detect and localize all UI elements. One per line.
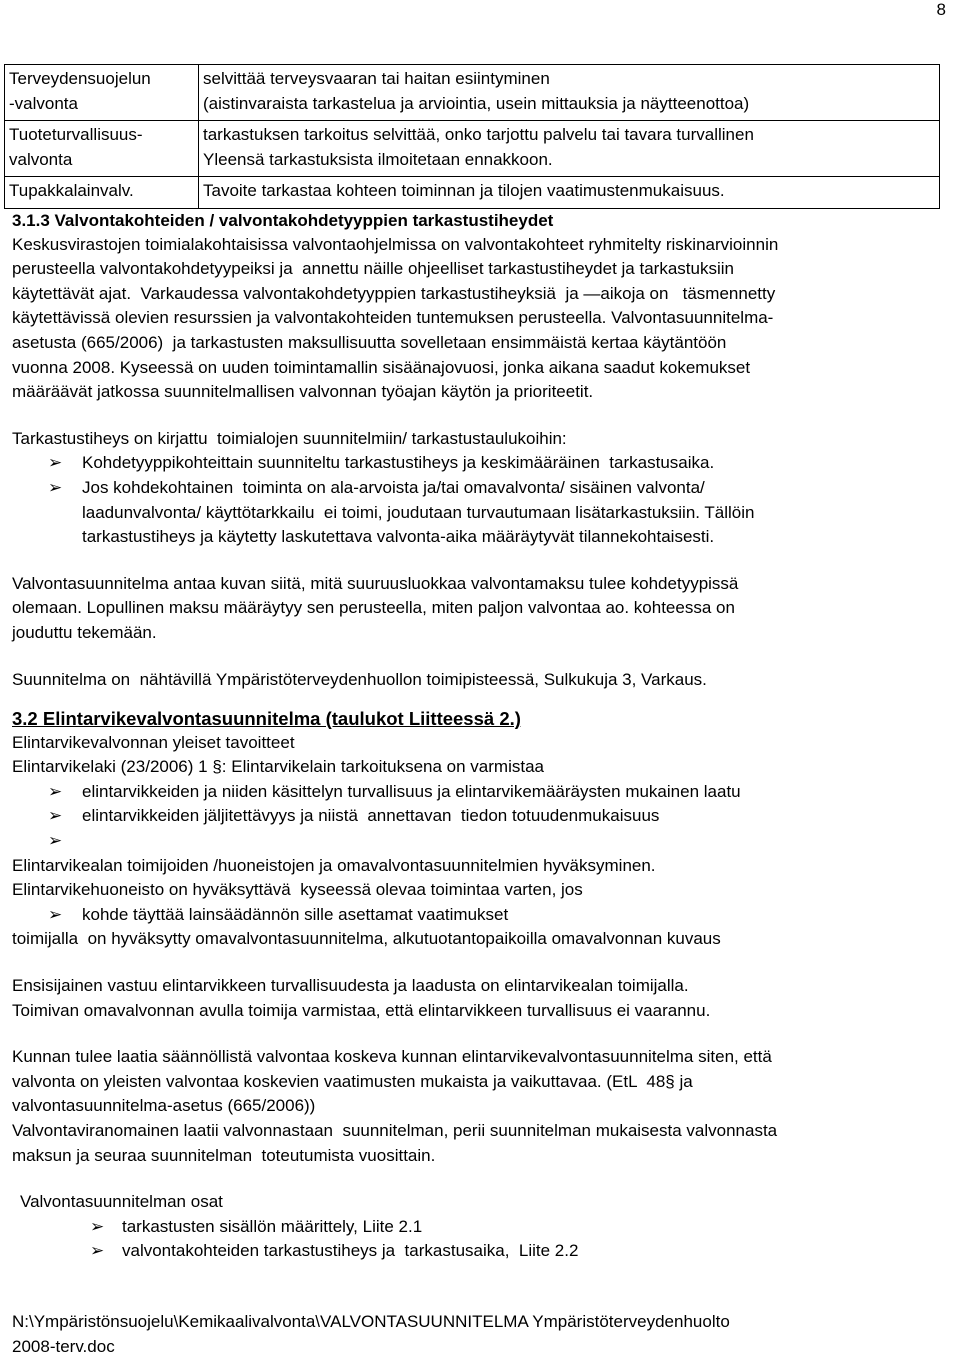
- list-item: ➢ kohde täyttää lainsäädännön sille asettamat vaatimukset: [12, 903, 954, 928]
- list-item: ➢ elintarvikkeiden ja niiden käsittelyn turvallisuus ja elintarvikemääräysten mukainen laatu: [12, 780, 954, 805]
- arrow-bullet-icon: ➢: [90, 1216, 105, 1236]
- table-row: [5, 177, 940, 209]
- arrow-bullet-icon: ➢: [90, 1241, 105, 1261]
- document-body: 3.1.3 Valvontakohteiden / valvontakohdetyyppien tarkastustiheydet Keskusvirastojen toimialakohtaisissa valvontaohjelmissa on valvontakohteet ryhmitelty riskinarvioinnin perusteella valvontakohdetyypeiksi ja annettu näille ohjeelliset tarkastustiheydet ja tarkastuksiin käytettävät ajat. Varkaudessa valvontakohdetyyppien tarkastustiheyksiä ja —aikoja on täsmennetty käytettävissä olevien resurssien ja valvontakohteiden tuntemuksen perusteella. Valvontasuunnitelma- asetusta (665/2006) ja tarkastusten maksullisuutta sovelletaan ensimmäistä kertaa käytäntöön vuonna 2008. Kyseessä on uuden toimintamallin sisäänajovuosi, jonka aikana saadut kokemukset määräävät jatkossa suunnitelmallisen valvonnan työajan käytön ja prioriteetit. Tarkastustiheys on kirjattu toimialojen suunnitelmiin/ tarkastustaulukoihin: ➢ Kohdetyyppikohteittain suunniteltu tarkastustiheys ja keskimääräinen tarkastusaika. ➢ Jos kohdekohtainen toiminta on ala-arvoista ja/tai omavalvonta/ sisäinen valvonta/ laadunvalvonta/ käyttötarkkailu ei toimi, joudutaan turvautumaan lisätarkastuksiin. Tällöin tarkastustiheys ja käytetty laskutettava valvonta-aika määräytyvät tilannekohtaisesti. Valvontasuunnitelma antaa kuvan siitä, mitä suuruusluokkaa valvontamaksu tulee kohdetyypissä olemaan. Lopullinen maksu määräytyy sen perusteella, miten paljon valvontaa ao. kohteessa on jouduttu tekemään. Suunnitelma on nähtävillä Ympäristöterveydenhuollon toimipisteessä, Sulkukuja 3, Varkaus. 3.2 Elintarvikevalvontasuunnitelma (taulukot Liitteessä 2.) Elintarvikevalvonnan yleiset tavoitteet Elintarvikelaki (23/2006) 1 §: Elintarvikelain tarkoituksena on varmistaa ➢ elintarvikkeiden ja niiden käsittelyn turvallisuus ja elintarvikemääräysten mukainen laatu ➢ elintarvikkeiden jäljitettävyys ja niistä annettavan tiedon totuudenmukaisuus ➢ Elintarvikealan toimijoiden /huoneistojen ja omavalvontasuunnitelmien hyväksyminen. Elintarvikehuoneisto on hyväksyttävä kyseessä olevaa toimintaa varten, jos ➢ kohde täyttää lainsäädännön sille asettamat vaatimukset toimijalla on hyväksytty omavalvontasuunnitelma, alkutuotantopaikoilla omavalvonnan kuvaus Ensisijainen vastuu elintarvikkeen turvallisuudesta ja laadusta on elintarvikealan toimijalla. Toimivan omavalvonnan avulla toimija varmistaa, että elintarvikkeen turvallisuus ei vaarannu. Kunnan tulee laatia säännöllistä valvontaa koskeva kunnan elintarvikevalvontasuunnitelma siten, että valvonta on yleisten valvontaa koskevien vaatimusten mukaista ja vaikuttavaa. (EtL 48§ ja valvontasuunnitelma-asetus (665/2006)) Valvontaviranomainen laatii valvonnastaan suunnitelman, perii suunnitelman mukaisesta valvonnasta maksun ja seuraa suunnitelman toteutumista vuosittain. Valvontasuunnitelman osat ➢ tarkastusten sisällön määrittely, Liite 2.1 ➢ valvontakohteiden tarkastustiheys ja tarkastusaika, Liite 2.2 N:\Ympäristönsuojelu\Kemikaalivalvonta\VALVONTASUUNNITELMA Ympäristöterveydenhuolto 2008-terv.doc: [12, 208, 954, 1359]
- list-item: [12, 829, 954, 854]
- supervision-types-table: [4, 64, 940, 209]
- list-item: ➢ valvontakohteiden tarkastustiheys ja tarkastusaika, Liite 2.2: [12, 1239, 954, 1264]
- table-cell-category: Terveydensuojelun -valvonta: [5, 65, 199, 121]
- arrow-bullet-icon: ➢: [48, 806, 63, 826]
- section-heading-3-1-3: 3.1.3 Valvontakohteiden / valvontakohdetyyppien tarkastustiheydet: [12, 211, 554, 230]
- list-item: ➢ Kohdetyyppikohteittain suunniteltu tarkastustiheys ja keskimääräinen tarkastusaika.: [12, 451, 954, 476]
- table-cell-category: Tupakkalainvalv.: [5, 177, 199, 209]
- table-row: [5, 121, 940, 177]
- section-heading-3-2: 3.2 Elintarvikevalvontasuunnitelma (taulukot Liitteessä 2.): [12, 708, 521, 730]
- list-item: ➢ tarkastusten sisällön määrittely, Liite 2.1: [12, 1215, 954, 1240]
- footer-file-path: N:\Ympäristönsuojelu\Kemikaalivalvonta\VALVONTASUUNNITELMA Ympäristöterveydenhuolto 2008-terv.doc: [12, 1311, 730, 1356]
- table-cell-description: Tavoite tarkastaa kohteen toiminnan ja tilojen vaatimustenmukaisuus.: [199, 177, 940, 209]
- arrow-bullet-icon: ➢: [48, 453, 63, 473]
- table-row: [5, 65, 940, 121]
- availability-note: Suunnitelma on nähtävillä Ympäristöterveydenhuollon toimipisteessä, Sulkukuja 3, Varkaus.: [12, 669, 707, 689]
- table-cell-category: Tuoteturvallisuus- valvonta: [5, 121, 199, 177]
- paragraph-fee: Valvontasuunnitelma antaa kuvan siitä, mitä suuruusluokkaa valvontamaksu tulee kohdetyypissä olemaan. Lopullinen maksu määräytyy sen perusteella, miten paljon valvontaa ao. kohteessa on jouduttu tekemään.: [12, 573, 739, 642]
- frequency-intro: Tarkastustiheys on kirjattu toimialojen suunnitelmiin/ tarkastustaulukoihin:: [12, 428, 567, 448]
- arrow-bullet-icon: ➢: [48, 781, 63, 801]
- list-item: ➢ Jos kohdekohtainen toiminta on ala-arvoista ja/tai omavalvonta/ sisäinen valvonta/: [12, 476, 954, 501]
- table-cell-description: selvittää terveysvaaran tai haitan esiintyminen (aistinvaraista tarkastelua ja arviointia, usein mittauksia ja näytteenottoa): [199, 65, 940, 121]
- parts-title: Valvontasuunnitelman osat: [20, 1192, 223, 1212]
- page-number: 8: [936, 0, 946, 19]
- list-item: ➢ elintarvikkeiden jäljitettävyys ja niistä annettavan tiedon totuudenmukaisuus: [12, 804, 954, 829]
- paragraph-inspection-frequencies: Keskusvirastojen toimialakohtaisissa valvontaohjelmissa on valvontakohteet ryhmitelty riskinarvioinnin perusteella valvontakohdetyypeiksi ja annettu näille ohjeelliset tarkastustiheydet ja tarkastuksiin käytettävät ajat. Varkaudessa valvontakohdetyyppien tarkastustiheyksiä ja —aikoja on täsmennetty käytettävissä olevien resurssien ja valvontakohteiden tuntemuksen perusteella. Valvontasuunnitelma- asetusta (665/2006) ja tarkastusten maksullisuutta sovelletaan ensimmäistä kertaa käytäntöön vuonna 2008. Kyseessä on uuden toimintamallin sisäänajovuosi, jonka aikana saadut kokemukset määräävät jatkossa suunnitelmallisen valvonnan työajan käytön ja prioriteetit.: [12, 234, 779, 402]
- arrow-bullet-icon: ➢: [48, 831, 63, 851]
- arrow-bullet-icon: ➢: [48, 477, 63, 497]
- arrow-bullet-icon: ➢: [48, 904, 63, 924]
- table-cell-description: tarkastuksen tarkoitus selvittää, onko tarjottu palvelu tai tavara turvallinen Yleensä tarkastuksista ilmoitetaan ennakkoon.: [199, 121, 940, 177]
